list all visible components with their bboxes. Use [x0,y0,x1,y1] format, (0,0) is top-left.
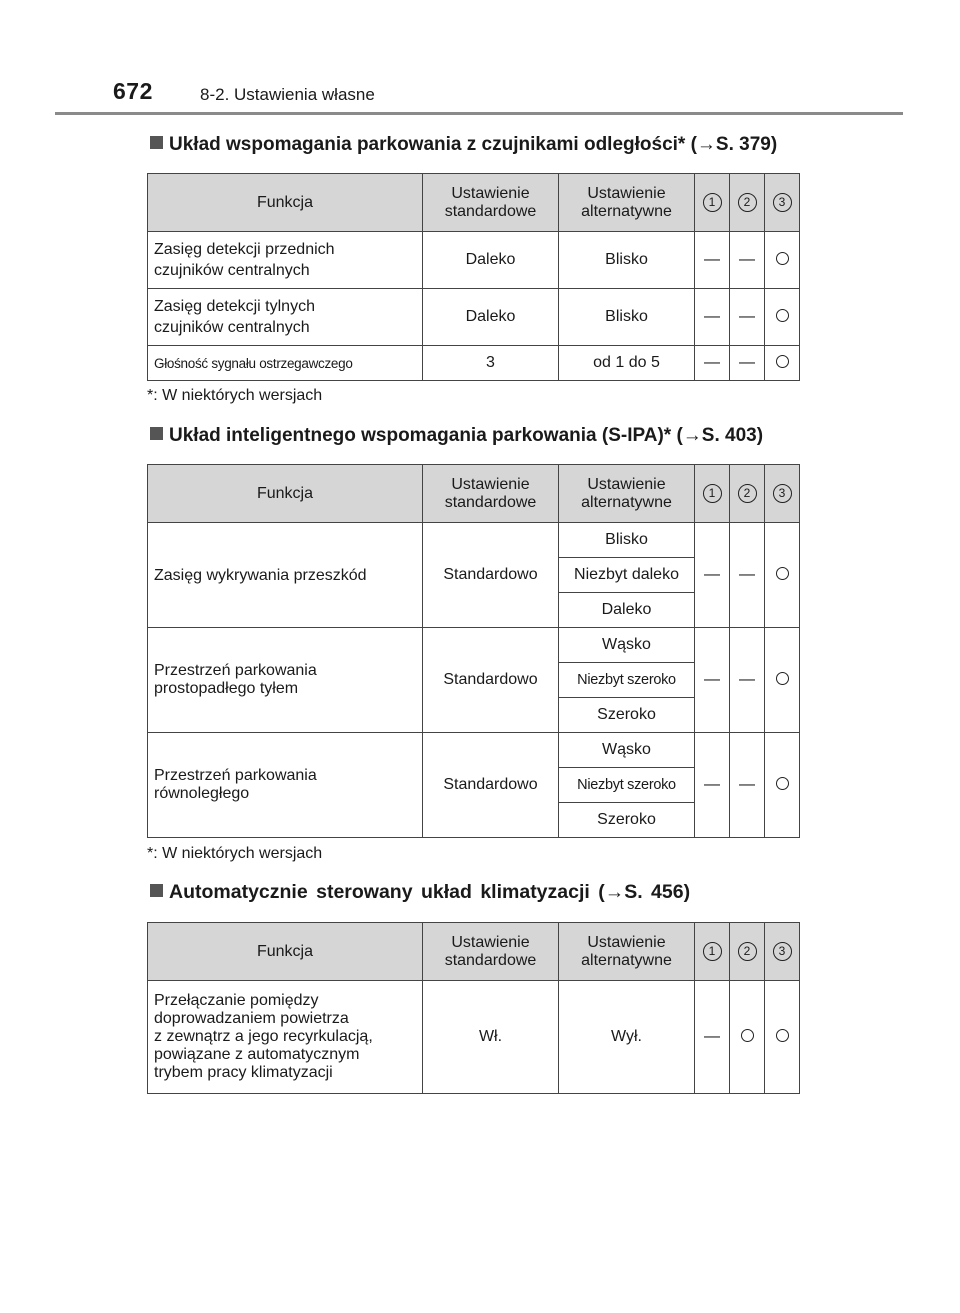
circled-2-icon: 2 [738,484,757,503]
dash-mark: — [739,251,755,268]
table-s-ipa [147,464,800,838]
column-header-2 [730,174,765,232]
option-cell: Wąsko [559,628,695,663]
mark-cell-2 [730,346,765,381]
mark-cell-3 [765,346,800,381]
table-row [148,346,800,381]
circled-2-icon: 2 [738,942,757,961]
table-row [148,981,800,1094]
header-rule [55,112,903,115]
mark-cell-3 [765,733,800,838]
column-header-alternative: Ustawienie alternatywne [559,923,695,981]
function-cell: Zasięg wykrywania przeszkód [148,523,423,628]
alternative-cell: od 1 do 5 [559,346,695,381]
available-circle-icon [776,252,789,265]
function-cell: Przełączanie pomiędzy doprowadzaniem powietrza z zewnątrz a jego recyrkulacją, powiązane z automatycznym trybem pracy klimatyzacji [148,981,423,1094]
column-header-2 [730,465,765,523]
table-header-row [148,923,800,981]
dash-mark: — [704,566,720,583]
mark-cell-3 [765,289,800,346]
available-circle-icon [776,567,789,580]
table-climate-control [147,922,800,1094]
default-cell: Daleko [423,289,559,346]
section-bullet-icon [150,136,163,149]
available-circle-icon [776,309,789,322]
function-cell: Przestrzeń parkowania prostopadłego tyłem [148,628,423,733]
footnote: *: W niektórych wersjach [147,845,323,862]
available-circle-icon [776,1029,789,1042]
column-header-1 [695,923,730,981]
function-cell: Zasięg detekcji przednich czujników centralnych [148,232,423,289]
default-cell: Daleko [423,232,559,289]
default-cell: Standardowo [423,523,559,628]
footnote: *: W niektórych wersjach [147,387,323,404]
circled-1-icon: 1 [703,193,722,212]
dash-mark: — [739,566,755,583]
column-header-function: Funkcja [148,923,423,981]
option-cell: Daleko [559,593,695,628]
table-header-row [148,465,800,523]
dash-mark: — [739,776,755,793]
mark-cell-1 [695,628,730,733]
available-circle-icon [741,1029,754,1042]
dash-mark: — [739,354,755,371]
mark-cell-2 [730,981,765,1094]
column-header-default: Ustawienie standardowe [423,174,559,232]
circled-3-icon: 3 [773,942,792,961]
table-row [148,628,800,663]
mark-cell-1 [695,733,730,838]
alternative-cell: Wył. [559,981,695,1094]
reference-arrow-icon: → [682,425,702,446]
table-row [148,733,800,768]
mark-cell-2 [730,628,765,733]
section-title-climate-control: Automatycznie sterowany układ klimatyzacji (→S. 456) [150,881,690,904]
column-header-function: Funkcja [148,174,423,232]
default-cell: Wł. [423,981,559,1094]
column-header-3 [765,465,800,523]
dash-mark: — [704,1028,720,1045]
column-header-alternative: Ustawienie alternatywne [559,465,695,523]
option-cell: Szeroko [559,698,695,733]
column-header-default: Ustawienie standardowe [423,465,559,523]
column-header-1 [695,174,730,232]
column-header-3 [765,174,800,232]
mark-cell-3 [765,523,800,628]
table-row [148,523,800,558]
circled-1-icon: 1 [703,942,722,961]
option-cell: Szeroko [559,803,695,838]
table-row [148,289,800,346]
alternative-cell: Blisko [559,289,695,346]
function-cell: Zasięg detekcji tylnych czujników centralnych [148,289,423,346]
dash-mark: — [704,671,720,688]
dash-mark: — [739,671,755,688]
dash-mark: — [739,308,755,325]
default-cell: 3 [423,346,559,381]
mark-cell-3 [765,628,800,733]
section-bullet-icon [150,427,163,440]
mark-cell-3 [765,981,800,1094]
section-bullet-icon [150,884,163,897]
section-title-s-ipa: Układ inteligentnego wspomagania parkowania (S-IPA)* (→S. 403) [150,425,763,447]
option-cell: Niezbyt daleko [559,558,695,593]
option-cell: Wąsko [559,733,695,768]
mark-cell-3 [765,232,800,289]
section-title-parking-sensors: Układ wspomagania parkowania z czujnikami odległości* (→S. 379) [150,134,777,156]
circled-3-icon: 3 [773,193,792,212]
chapter-title: 8-2. Ustawienia własne [200,85,375,104]
available-circle-icon [776,355,789,368]
mark-cell-2 [730,523,765,628]
dash-mark: — [704,308,720,325]
reference-arrow-icon: → [696,134,716,155]
column-header-2 [730,923,765,981]
table-parking-sensors [147,173,800,381]
circled-3-icon: 3 [773,484,792,503]
alternative-cell: Blisko [559,232,695,289]
mark-cell-1 [695,346,730,381]
function-cell: Głośność sygnału ostrzegawczego [148,346,423,381]
dash-mark: — [704,776,720,793]
mark-cell-1 [695,523,730,628]
table-row [148,232,800,289]
column-header-function: Funkcja [148,465,423,523]
dash-mark: — [704,354,720,371]
mark-cell-1 [695,232,730,289]
circled-2-icon: 2 [738,193,757,212]
available-circle-icon [776,672,789,685]
option-cell: Niezbyt szeroko [559,663,695,698]
column-header-3 [765,923,800,981]
column-header-default: Ustawienie standardowe [423,923,559,981]
mark-cell-1 [695,289,730,346]
available-circle-icon [776,777,789,790]
mark-cell-2 [730,733,765,838]
mark-cell-1 [695,981,730,1094]
page-number: 672 [113,78,153,104]
mark-cell-2 [730,289,765,346]
dash-mark: — [704,251,720,268]
table-header-row [148,174,800,232]
page-header [0,0,960,118]
default-cell: Standardowo [423,733,559,838]
reference-arrow-icon: → [604,881,625,903]
circled-1-icon: 1 [703,484,722,503]
mark-cell-2 [730,232,765,289]
column-header-alternative: Ustawienie alternatywne [559,174,695,232]
default-cell: Standardowo [423,628,559,733]
option-cell: Blisko [559,523,695,558]
column-header-1 [695,465,730,523]
option-cell: Niezbyt szeroko [559,768,695,803]
function-cell: Przestrzeń parkowania równoległego [148,733,423,838]
